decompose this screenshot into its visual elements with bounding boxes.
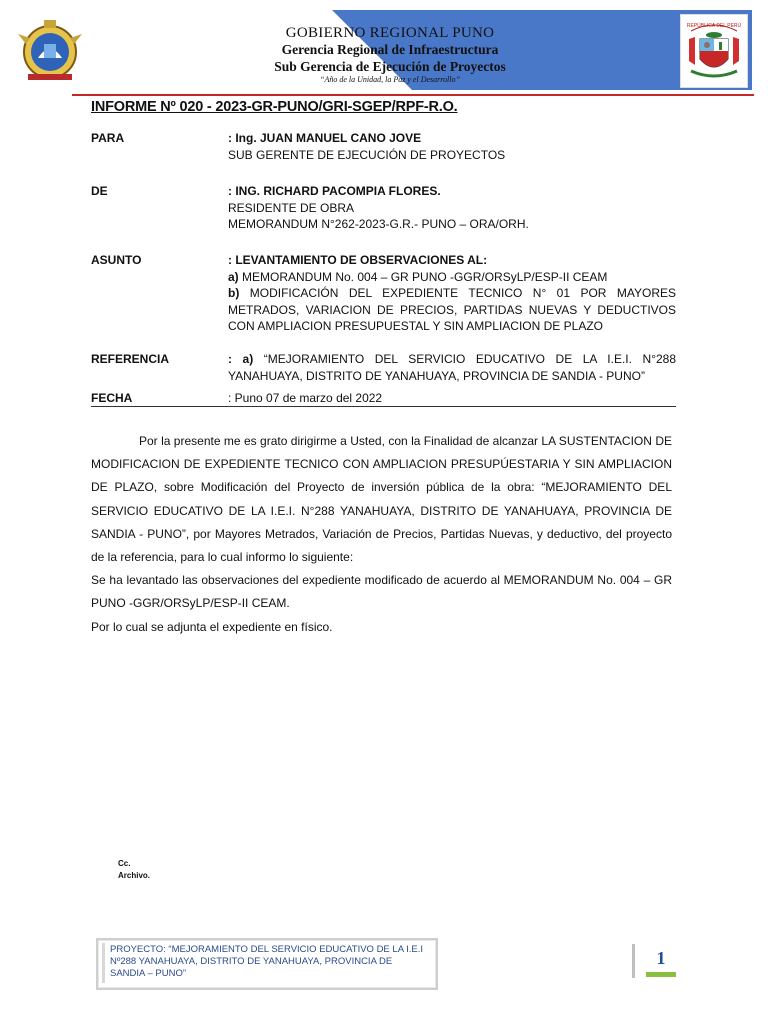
de-memo: MEMORANDUM N°262-2023-G.R.- PUNO – ORA/ORH.: [228, 217, 529, 231]
gerencia-name: Gerencia Regional de Infraestructura: [281, 42, 499, 57]
header-section-rule: [91, 406, 676, 407]
footer-project-box: [96, 938, 438, 990]
header-text-block: [240, 24, 540, 85]
footer-project-text: PROYECTO: “MEJORAMIENTO DEL SERVICIO EDUCATIVO DE LA I.E.I Nº288 YANAHUAYA, DISTRITO DE YANAHUAYA, PROVINCIA DE SANDIA – PUNO”: [110, 944, 424, 979]
page-number-bar: [632, 944, 635, 978]
referencia-value: [228, 351, 676, 384]
de-name: : ING. RICHARD PACOMPIA FLORES.: [228, 184, 441, 198]
header-divider: [72, 94, 754, 96]
report-title: INFORME Nº 020 - 2023-GR-PUNO/GRI-SGEP/RPF-R.O.: [91, 99, 458, 115]
asunto-label: ASUNTO: [91, 253, 142, 267]
asunto-item-b: [228, 285, 676, 335]
page-number: 1: [656, 948, 666, 968]
asunto-a-mark: a): [228, 269, 239, 284]
referencia-mark: : a): [228, 352, 254, 366]
body-paragraph-1: Por la presente me es grato dirigirme a Usted, con la Finalidad de alcanzar LA SUSTENTACION DE MODIFICACION DE EXPEDIENTE TECNICO CON AMPLIACION PRESUPÚESTARIA Y SIN AMPLIACION DE PLAZO, sobre Modificación del Proyecto de inversión pública de la obra: “MEJORAMIENTO DEL SERVICIO EDUCATIVO DE LA I.E.I. N°288 YANAHUAYA, DISTRITO DE YANAHUAYA, PROVINCIA DE SANDIA - PUNO”, por Mayores Metrados, Variación de Precios, Partidas Nuevas, y deductivo, del proyecto de la referencia, para lo cual informo lo siguiente:: [91, 434, 672, 565]
subgerencia-name: Sub Gerencia de Ejecución de Proyectos: [274, 59, 506, 74]
asunto-b-text: MODIFICACIÓN DEL EXPEDIENTE TECNICO N° 01 POR MAYORES METRADOS, VARIACION DE PRECIOS, PARTIDAS NUEVAS Y DEDUCTIVOS CON AMPLIACION PRESUPUESTAL Y SIN AMPLIACION DE PLAZO: [228, 286, 676, 333]
peru-coat-of-arms-icon: [681, 15, 747, 87]
shield-caption: REPÚBLICA DEL PERÚ: [686, 23, 742, 29]
letter-body: [91, 430, 672, 639]
year-motto: “Año de la Unidad, la Paz y el Desarrollo”: [320, 75, 460, 84]
peru-shield: [680, 14, 748, 88]
fecha-label: FECHA: [91, 391, 133, 405]
asunto-value: [228, 252, 676, 335]
asunto-head: : LEVANTAMIENTO DE OBSERVACIONES AL:: [228, 253, 488, 267]
asunto-item-a: [228, 269, 676, 286]
fecha-value: : Puno 07 de marzo del 2022: [228, 391, 383, 405]
org-name: GOBIERNO REGIONAL PUNO: [285, 25, 495, 41]
copy-to-block: [118, 858, 150, 882]
para-name: : Ing. JUAN MANUEL CANO JOVE: [228, 131, 422, 145]
page-number-underline: [646, 972, 676, 977]
para-label: PARA: [91, 131, 125, 145]
regional-government-logo: [14, 14, 86, 86]
asunto-a-text: MEMORANDUM No. 004 – GR PUNO -GGR/ORSyLP/ESP-II CEAM: [238, 269, 608, 284]
de-value: [228, 183, 676, 233]
cc-archive: Archivo.: [118, 871, 151, 880]
referencia-label: REFERENCIA: [91, 352, 170, 366]
body-paragraph-2: Se ha levantado las observaciones del expediente modificado de acuerdo al MEMORANDUM No. 004 – GR PUNO -GGR/ORSyLP/ESP-II CEAM.: [91, 573, 672, 611]
puno-logo-icon: [14, 14, 86, 86]
cc-label: Cc.: [118, 859, 131, 868]
footer-accent-bar: [102, 943, 105, 983]
page-number-box: [632, 944, 680, 978]
body-paragraph-3: Por lo cual se adjunta el expediente en físico.: [91, 619, 333, 634]
de-label: DE: [91, 184, 108, 198]
asunto-b-mark: b): [228, 286, 240, 300]
referencia-text: “MEJORAMIENTO DEL SERVICIO EDUCATIVO DE LA I.E.I. N°288 YANAHUAYA, DISTRITO DE YANAHUAYA, PROVINCIA DE SANDIA - PUNO”: [228, 352, 677, 383]
para-value: [228, 130, 676, 163]
de-role: RESIDENTE DE OBRA: [228, 200, 355, 215]
para-role: SUB GERENTE DE EJECUCIÓN DE PROYECTOS: [228, 147, 506, 162]
